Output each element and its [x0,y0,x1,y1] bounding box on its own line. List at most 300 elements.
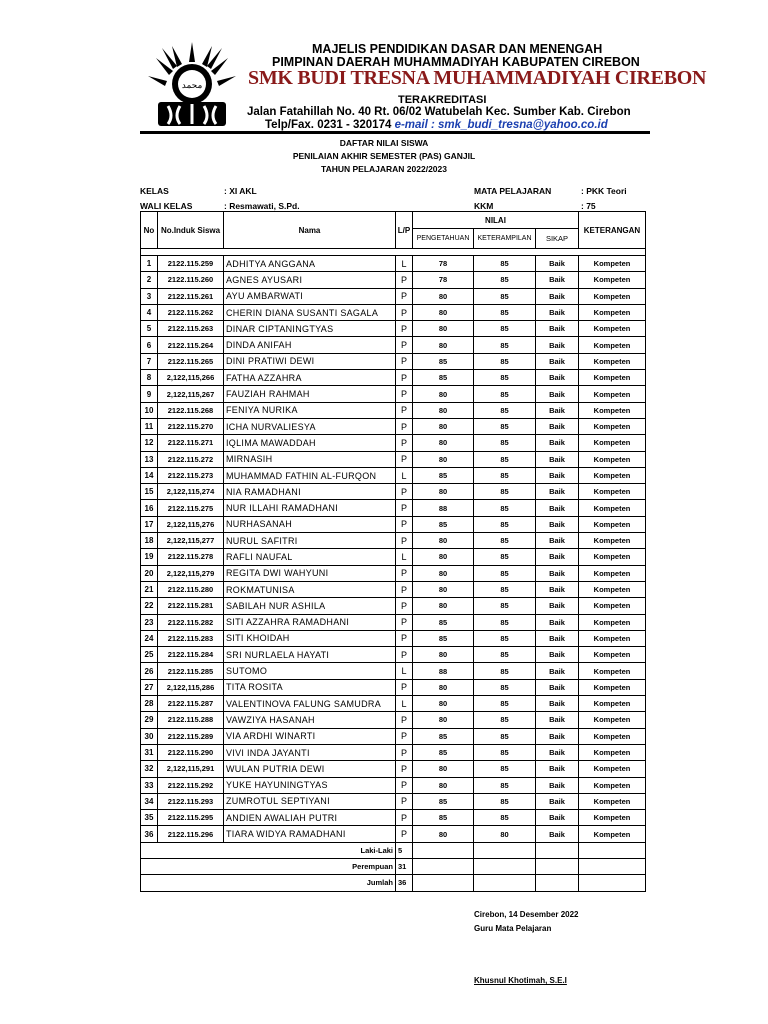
table-row [141,418,646,434]
row-no: 11 [141,418,158,434]
row-sikap: Baik [536,321,579,337]
row-nis: 2,122,115,291 [158,761,224,777]
row-keterampilan: 85 [474,370,536,386]
row-keterangan: Kompeten [579,467,646,483]
row-pengetahuan: 80 [413,777,474,793]
school-contact [265,119,608,131]
row-keterangan: Kompeten [579,500,646,516]
row-keterampilan: 85 [474,435,536,451]
row-nama: ROKMATUNISA [224,581,396,597]
row-no: 3 [141,288,158,304]
row-lp: P [396,304,413,320]
row-sikap: Baik [536,484,579,500]
table-row [141,370,646,386]
row-keterampilan: 85 [474,467,536,483]
row-sikap: Baik [536,712,579,728]
kkm-value: : 75 [581,201,596,211]
row-nis: 2122.115.271 [158,435,224,451]
row-keterangan: Kompeten [579,581,646,597]
row-nis: 2122.115.282 [158,614,224,630]
table-row [141,451,646,467]
row-nis: 2122.115.288 [158,712,224,728]
letterhead [140,40,707,132]
row-lp: P [396,712,413,728]
row-pengetahuan: 85 [413,793,474,809]
row-sikap: Baik [536,565,579,581]
row-keterampilan: 85 [474,793,536,809]
row-keterangan: Kompeten [579,451,646,467]
summary-empty-cell [579,858,646,874]
row-nis: 2122.115.259 [158,256,224,272]
row-nis: 2122.115.268 [158,402,224,418]
summary-empty-cell [474,842,536,858]
row-keterampilan: 85 [474,712,536,728]
row-lp: P [396,386,413,402]
table-row [141,598,646,614]
row-sikap: Baik [536,696,579,712]
school-address: Jalan Fatahillah No. 40 Rt. 06/02 Watubelah Kec. Sumber Kab. Cirebon [247,106,631,118]
row-pengetahuan: 80 [413,435,474,451]
row-keterangan: Kompeten [579,353,646,369]
row-nis: 2122.115.261 [158,288,224,304]
row-nama: FENIYA NURIKA [224,402,396,418]
row-sikap: Baik [536,386,579,402]
header-pengetahuan: PENGETAHUAN [413,229,474,249]
row-keterangan: Kompeten [579,663,646,679]
row-nama: VALENTINOVA FALUNG SAMUDRA [224,696,396,712]
row-no: 26 [141,663,158,679]
row-lp: P [396,402,413,418]
wali-value: : Resmawati, S.Pd. [224,201,300,211]
sign-place-date: Cirebon, 14 Desember 2022 [474,910,579,919]
row-sikap: Baik [536,288,579,304]
row-pengetahuan: 80 [413,321,474,337]
kelas-value: : XI AKL [224,186,257,196]
row-lp: P [396,451,413,467]
row-pengetahuan: 85 [413,810,474,826]
accreditation: TERAKREDITASI [398,94,487,106]
row-nis: 2122.115.278 [158,549,224,565]
row-keterampilan: 85 [474,386,536,402]
table-row [141,516,646,532]
row-keterampilan: 85 [474,565,536,581]
row-nama: FAUZIAH RAHMAH [224,386,396,402]
row-lp: P [396,353,413,369]
row-lp: P [396,272,413,288]
row-keterangan: Kompeten [579,810,646,826]
row-keterampilan: 85 [474,598,536,614]
row-nama: RAFLI NAUFAL [224,549,396,565]
row-sikap: Baik [536,761,579,777]
table-row [141,777,646,793]
row-nama: TIARA WIDYA RAMADHANI [224,826,396,842]
row-nis: 2122.115.263 [158,321,224,337]
row-keterampilan: 85 [474,744,536,760]
row-no: 9 [141,386,158,402]
row-keterangan: Kompeten [579,370,646,386]
mapel-label: MATA PELAJARAN [474,186,552,196]
table-row [141,728,646,744]
row-keterampilan: 85 [474,418,536,434]
row-nis: 2122.115.280 [158,581,224,597]
kkm-label: KKM [474,201,494,211]
row-keterampilan: 85 [474,353,536,369]
row-nama: NURUL SAFITRI [224,533,396,549]
row-nis: 2122.115.295 [158,810,224,826]
row-keterampilan: 85 [474,500,536,516]
svg-text:محمد: محمد [181,81,203,91]
summary-label: Perempuan [141,858,396,874]
row-keterampilan: 85 [474,451,536,467]
table-row [141,500,646,516]
row-lp: P [396,288,413,304]
mapel-value: : PKK Teori [581,186,627,196]
row-no: 2 [141,272,158,288]
row-pengetahuan: 78 [413,272,474,288]
row-lp: P [396,435,413,451]
table-row [141,467,646,483]
table-row [141,647,646,663]
row-no: 31 [141,744,158,760]
row-no: 15 [141,484,158,500]
row-keterangan: Kompeten [579,744,646,760]
row-keterampilan: 85 [474,630,536,646]
grades-summary [141,842,646,891]
row-keterangan: Kompeten [579,288,646,304]
row-keterampilan: 85 [474,549,536,565]
summary-empty-cell [536,858,579,874]
table-row [141,533,646,549]
row-pengetahuan: 85 [413,516,474,532]
row-no: 24 [141,630,158,646]
row-sikap: Baik [536,647,579,663]
row-keterampilan: 85 [474,288,536,304]
row-nama: MUHAMMAD FATHIN AL-FURQON [224,467,396,483]
row-keterangan: Kompeten [579,386,646,402]
row-sikap: Baik [536,467,579,483]
row-pengetahuan: 80 [413,451,474,467]
row-nama: SABILAH NUR ASHILA [224,598,396,614]
row-sikap: Baik [536,549,579,565]
row-pengetahuan: 85 [413,728,474,744]
letterhead-region: PIMPINAN DAERAH MUHAMMADIYAH KABUPATEN CIREBON [272,55,640,69]
row-sikap: Baik [536,728,579,744]
row-nis: 2122.115.273 [158,467,224,483]
row-pengetahuan: 80 [413,581,474,597]
row-keterampilan: 85 [474,533,536,549]
table-row [141,712,646,728]
row-no: 19 [141,549,158,565]
summary-label: Jumlah [141,875,396,891]
row-pengetahuan: 80 [413,598,474,614]
row-lp: P [396,810,413,826]
row-lp: L [396,663,413,679]
row-keterangan: Kompeten [579,728,646,744]
row-no: 29 [141,712,158,728]
row-nama: WULAN PUTRIA DEWI [224,761,396,777]
row-nis: 2122.115.293 [158,793,224,809]
row-nis: 2122.115.270 [158,418,224,434]
row-lp: P [396,533,413,549]
row-lp: P [396,826,413,842]
row-no: 18 [141,533,158,549]
sign-name: Khusnul Khotimah, S.E.I [474,976,567,985]
row-sikap: Baik [536,793,579,809]
row-lp: L [396,256,413,272]
row-no: 22 [141,598,158,614]
row-nama: VAWZIYA HASANAH [224,712,396,728]
row-sikap: Baik [536,337,579,353]
row-lp: P [396,728,413,744]
row-nis: 2122.115.283 [158,630,224,646]
row-keterangan: Kompeten [579,418,646,434]
row-keterangan: Kompeten [579,793,646,809]
row-no: 32 [141,761,158,777]
table-row [141,321,646,337]
summary-row [141,875,646,891]
row-nama: SRI NURLAELA HAYATI [224,647,396,663]
row-nama: ZUMROTUL SEPTIYANI [224,793,396,809]
grades-body [141,256,646,843]
row-keterampilan: 85 [474,256,536,272]
row-nis: 2122.115.281 [158,598,224,614]
table-row [141,614,646,630]
row-sikap: Baik [536,451,579,467]
row-keterampilan: 85 [474,402,536,418]
row-nis: 2122.115.290 [158,744,224,760]
row-nis: 2,122,115,279 [158,565,224,581]
row-pengetahuan: 80 [413,418,474,434]
kelas-label: KELAS [140,186,169,196]
row-pengetahuan: 80 [413,533,474,549]
row-keterangan: Kompeten [579,304,646,320]
row-pengetahuan: 85 [413,353,474,369]
summary-empty-cell [474,875,536,891]
row-nis: 2122.115.275 [158,500,224,516]
table-row [141,744,646,760]
row-lp: P [396,630,413,646]
row-lp: P [396,761,413,777]
row-pengetahuan: 80 [413,565,474,581]
row-sikap: Baik [536,402,579,418]
row-keterangan: Kompeten [579,533,646,549]
row-nis: 2122.115.264 [158,337,224,353]
row-nis: 2122.115.262 [158,304,224,320]
row-lp: P [396,647,413,663]
row-keterangan: Kompeten [579,630,646,646]
summary-row [141,842,646,858]
row-lp: P [396,581,413,597]
row-pengetahuan: 80 [413,386,474,402]
summary-empty-cell [536,875,579,891]
doc-year: TAHUN PELAJARAN 2022/2023 [321,164,447,174]
row-no: 25 [141,647,158,663]
row-keterangan: Kompeten [579,614,646,630]
row-keterampilan: 85 [474,647,536,663]
row-sikap: Baik [536,598,579,614]
table-row [141,565,646,581]
header-nilai: NILAI [413,212,579,229]
row-keterampilan: 85 [474,581,536,597]
row-pengetahuan: 80 [413,761,474,777]
row-sikap: Baik [536,744,579,760]
row-keterampilan: 85 [474,679,536,695]
row-keterangan: Kompeten [579,321,646,337]
school-email: e-mail : smk_budi_tresna@yahoo.co.id [394,119,608,131]
summary-empty-cell [536,842,579,858]
row-nama: TITA ROSITA [224,679,396,695]
row-nis: 2,122,115,266 [158,370,224,386]
row-nis: 2122.115.287 [158,696,224,712]
row-lp: P [396,516,413,532]
row-nama: DINAR CIPTANINGTYAS [224,321,396,337]
row-nama: AYU AMBARWATI [224,288,396,304]
row-nama: VIVI INDA JAYANTI [224,744,396,760]
row-pengetahuan: 85 [413,614,474,630]
row-keterampilan: 85 [474,272,536,288]
row-no: 13 [141,451,158,467]
summary-value: 31 [396,858,413,874]
row-keterampilan: 85 [474,516,536,532]
doc-subtitle: PENILAIAN AKHIR SEMESTER (PAS) GANJIL [292,151,476,161]
row-pengetahuan: 80 [413,679,474,695]
row-nis: 2,122,115,274 [158,484,224,500]
wali-label: WALI KELAS [140,201,193,211]
row-pengetahuan: 78 [413,256,474,272]
row-nama: ADHITYA ANGGANA [224,256,396,272]
row-nis: 2122.115.296 [158,826,224,842]
row-no: 16 [141,500,158,516]
row-sikap: Baik [536,679,579,695]
header-spacer [141,249,646,256]
row-sikap: Baik [536,256,579,272]
row-pengetahuan: 88 [413,663,474,679]
row-sikap: Baik [536,370,579,386]
summary-row [141,858,646,874]
school-phone: Telp/Fax. 0231 - 320174 [265,119,392,131]
summary-label: Laki-Laki [141,842,396,858]
row-no: 21 [141,581,158,597]
row-no: 6 [141,337,158,353]
row-lp: P [396,418,413,434]
table-row [141,549,646,565]
summary-empty-cell [474,858,536,874]
row-keterangan: Kompeten [579,272,646,288]
row-lp: L [396,549,413,565]
table-row [141,353,646,369]
row-lp: P [396,500,413,516]
row-pengetahuan: 80 [413,696,474,712]
row-pengetahuan: 80 [413,484,474,500]
table-row [141,679,646,695]
row-pengetahuan: 80 [413,712,474,728]
row-pengetahuan: 80 [413,826,474,842]
table-row [141,337,646,353]
row-nama: NUR ILLAHI RAMADHANI [224,500,396,516]
header-nis: No.Induk Siswa [158,212,224,249]
row-pengetahuan: 80 [413,288,474,304]
row-nama: REGITA DWI WAHYUNI [224,565,396,581]
row-keterangan: Kompeten [579,696,646,712]
row-keterampilan: 85 [474,696,536,712]
row-no: 23 [141,614,158,630]
row-sikap: Baik [536,516,579,532]
row-nis: 2122.115.285 [158,663,224,679]
table-row [141,288,646,304]
row-pengetahuan: 85 [413,370,474,386]
letterhead-council: MAJELIS PENDIDIKAN DASAR DAN MENENGAH [312,42,603,56]
table-row [141,304,646,320]
row-keterangan: Kompeten [579,679,646,695]
row-lp: P [396,614,413,630]
row-no: 28 [141,696,158,712]
row-sikap: Baik [536,614,579,630]
row-nama: NURHASANAH [224,516,396,532]
row-pengetahuan: 88 [413,500,474,516]
row-lp: P [396,370,413,386]
row-no: 30 [141,728,158,744]
row-keterangan: Kompeten [579,435,646,451]
row-keterangan: Kompeten [579,777,646,793]
row-keterampilan: 80 [474,826,536,842]
table-row [141,810,646,826]
row-no: 34 [141,793,158,809]
row-keterangan: Kompeten [579,337,646,353]
header-lp: L/P [396,212,413,249]
row-no: 8 [141,370,158,386]
row-sikap: Baik [536,777,579,793]
row-nis: 2,122,115,267 [158,386,224,402]
row-nis: 2122.115.284 [158,647,224,663]
row-keterampilan: 85 [474,484,536,500]
sign-role: Guru Mata Pelajaran [474,924,552,933]
row-lp: P [396,321,413,337]
summary-empty-cell [579,875,646,891]
header-no: No [141,212,158,249]
row-nama: IQLIMA MAWADDAH [224,435,396,451]
row-pengetahuan: 85 [413,467,474,483]
row-nama: SUTOMO [224,663,396,679]
table-row [141,630,646,646]
table-row [141,696,646,712]
row-keterangan: Kompeten [579,549,646,565]
row-no: 12 [141,435,158,451]
grades-table [140,211,646,892]
row-lp: P [396,744,413,760]
row-no: 4 [141,304,158,320]
row-sikap: Baik [536,663,579,679]
doc-title: DAFTAR NILAI SISWA [339,138,429,148]
row-lp: P [396,679,413,695]
row-nama: DINDA ANIFAH [224,337,396,353]
row-keterangan: Kompeten [579,402,646,418]
row-no: 5 [141,321,158,337]
row-nis: 2122.115.272 [158,451,224,467]
row-no: 27 [141,679,158,695]
row-sikap: Baik [536,826,579,842]
header-nama: Nama [224,212,396,249]
row-keterampilan: 85 [474,663,536,679]
row-nis: 2122.115.260 [158,272,224,288]
row-lp: P [396,337,413,353]
row-nama: MIRNASIH [224,451,396,467]
row-keterangan: Kompeten [579,516,646,532]
header-keterampilan: KETERAMPILAN [474,229,536,249]
table-row [141,272,646,288]
row-nis: 2122.115.289 [158,728,224,744]
row-keterampilan: 85 [474,337,536,353]
row-nama: AGNES AYUSARI [224,272,396,288]
